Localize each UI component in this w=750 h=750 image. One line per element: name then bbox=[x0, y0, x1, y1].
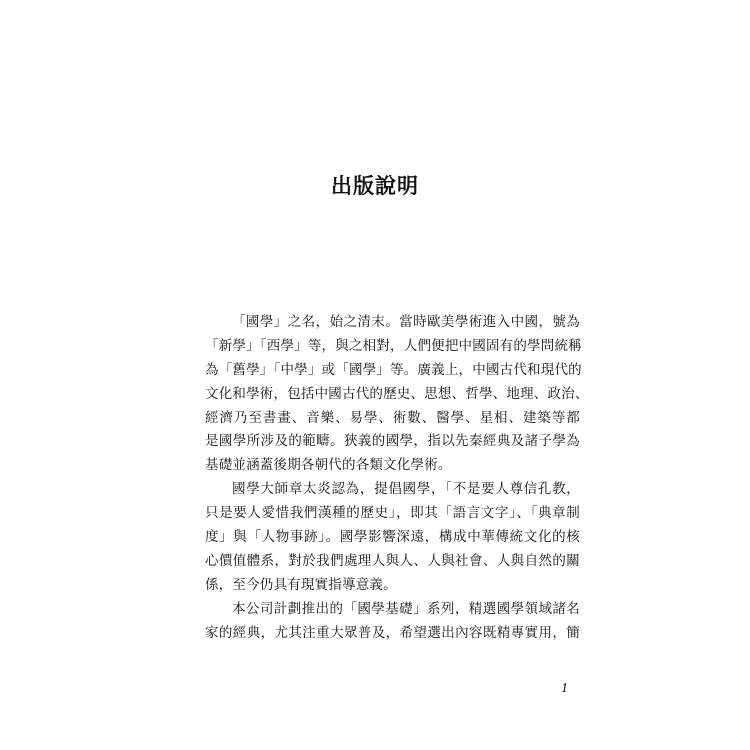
text-line: 國學大師章太炎認為，提倡國學，「不是要人尊信孔教， bbox=[232, 481, 580, 498]
text-line: 基礎並涵蓋後期各朝代的各類文化學術。 bbox=[205, 457, 452, 474]
text-line: 係，至今仍具有現實指導意義。 bbox=[205, 576, 397, 593]
text-line: 為「舊學」「中學」或「國學」等。廣義上，中國古代和現代的 bbox=[205, 361, 582, 378]
text-line: 心價值體系，對於我們處理人與人、人與社會、人與自然的關 bbox=[205, 552, 580, 569]
body-text bbox=[205, 311, 589, 645]
page-title: 出版說明 bbox=[331, 173, 419, 198]
text-line: 「國學」之名，始之清末。當時歐美學術進入中國，號為 bbox=[232, 314, 580, 330]
text-line: 是國學所涉及的範疇。狹義的國學，指以先秦經典及諸子學為 bbox=[205, 433, 580, 450]
text-line: 「新學」「西學」等，與之相對，人們便把中國固有的學問統稱 bbox=[205, 337, 582, 354]
page-number: 1 bbox=[561, 681, 568, 696]
text-line: 只是要人愛惜我們漢種的歷史」，即其「語言文字」、「典章制 bbox=[205, 505, 580, 522]
text-line: 本公司計劃推出的「國學基礎」系列，精選國學領域諸名 bbox=[232, 600, 580, 617]
text-line: 經濟乃至書畫、音樂、易學、術數、醫學、星相、建築等都 bbox=[205, 409, 580, 426]
text-line: 文化和學術，包括中國古代的歷史、思想、哲學、地理、政治、 bbox=[205, 385, 589, 402]
text-line: 度」與「人物事跡」。國學影響深遠，構成中華傳統文化的核 bbox=[205, 529, 580, 546]
text-line: 家的經典，尤其注重大眾普及，希望選出內容既精專實用，簡 bbox=[205, 624, 580, 641]
